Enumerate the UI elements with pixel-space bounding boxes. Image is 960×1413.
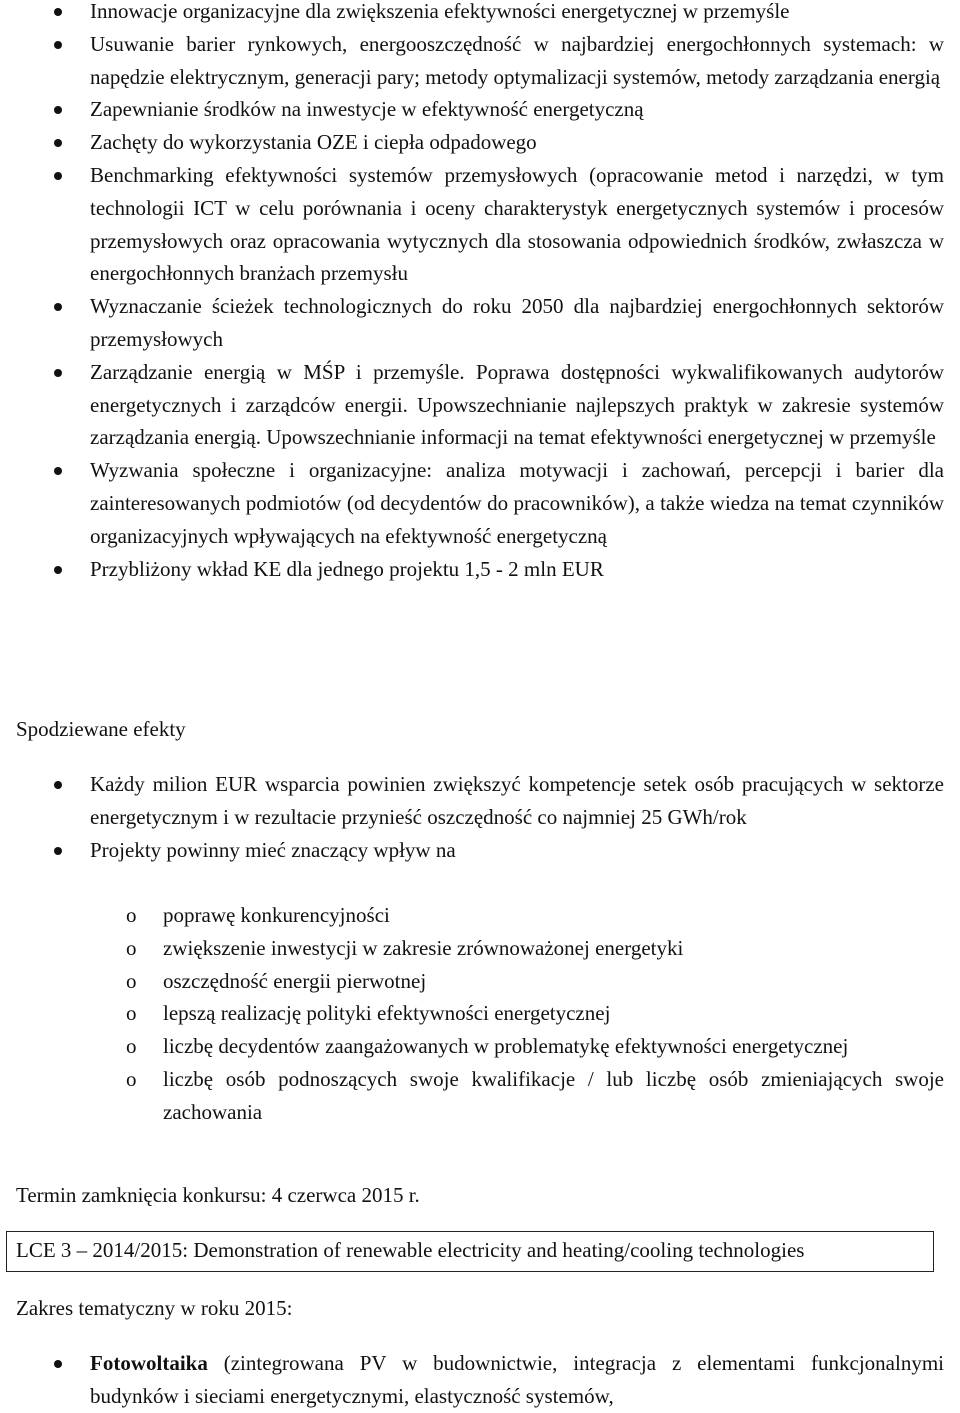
bullet-icon (54, 303, 62, 311)
bullet-icon (54, 8, 62, 16)
list-item: Przybliżony wkład KE dla jednego projektu 1,5 - 2 mln EUR (0, 553, 960, 586)
circle-bullet-icon: o (126, 935, 137, 960)
list-item: Innowacje organizacyjne dla zwiększenia efektywności energetycznej w przemyśle (0, 0, 960, 28)
bullet-icon (54, 781, 62, 789)
effects-sub-list (0, 899, 960, 1129)
sub-list-item: o zwiększenie inwestycji w zakresie zrównoważonej energetyki (0, 932, 960, 965)
bullet-icon (54, 369, 62, 377)
circle-bullet-icon: o (126, 1034, 137, 1059)
sub-list-item: o poprawę konkurencyjności (0, 899, 960, 932)
list-item: Zarządzanie energią w MŚP i przemyśle. Poprawa dostępności wykwalifikowanych audytorów energetycznych i zarządców energii. Upowszechnianie najlepszych praktyk w zakresie systemów zarządzania energią. Upowszechnianie informacji na temat efektywności energetycznej w przemyśle (0, 356, 960, 454)
sub-list-item: o liczbę osób podnoszących swoje kwalifikacje / lub liczbę osób zmieniających swoje zachowania (0, 1063, 960, 1129)
deadline-text: Termin zamknięcia konkursu: 4 czerwca 2015 r. (16, 1183, 420, 1207)
scope-bullet-list (0, 1347, 960, 1413)
top-bullet-list (0, 0, 960, 585)
circle-bullet-icon: o (126, 1001, 137, 1026)
circle-bullet-icon: o (126, 903, 137, 927)
circle-bullet-icon: o (126, 968, 137, 993)
bullet-icon (54, 41, 62, 49)
bullet-icon (54, 139, 62, 147)
list-item: Benchmarking efektywności systemów przemysłowych (opracowanie metod i narzędzi, w tym technologii ICT w celu porównania i oceny charakterystyk energetycznych systemów i procesów przemysłowych oraz opracowania wytycznych dla stosowania odpowiednich środków, zwłaszcza w energochłonnych branżach przemysłu (0, 159, 960, 290)
scope-item-text: (zintegrowana PV w budownictwie, integracja z elementami funkcjonalnymi budynków i sieciami energetycznymi, elastyczność systemów, (90, 1351, 944, 1408)
circle-bullet-icon: o (126, 1066, 137, 1091)
scope-item-bold: Fotowoltaika (90, 1351, 208, 1375)
bullet-icon (54, 172, 62, 180)
bullet-icon (54, 847, 62, 855)
list-item: Zachęty do wykorzystania OZE i ciepła odpadowego (0, 126, 960, 159)
list-item: Wyzwania społeczne i organizacyjne: analiza motywacji i zachowań, percepcji i barier dla zainteresowanych podmiotów (od decydentów do pracowników), a także wiedza na temat czynników organizacyjnych wpływających na efektywność energetyczną (0, 454, 960, 552)
scope-heading: Zakres tematyczny w roku 2015: (16, 1296, 293, 1320)
bullet-icon (54, 566, 62, 574)
effects-bullet-list (0, 768, 960, 866)
list-item: Zapewnianie środków na inwestycje w efektywność energetyczną (0, 93, 960, 126)
sub-list-item: o liczbę decydentów zaangażowanych w problematykę efektywności energetycznej (0, 1030, 960, 1063)
bullet-icon (54, 1360, 62, 1368)
list-item: Wyznaczanie ścieżek technologicznych do roku 2050 dla najbardziej energochłonnych sektorów przemysłowych (0, 290, 960, 356)
sub-list-item: o oszczędność energii pierwotnej (0, 965, 960, 998)
list-item (0, 1347, 960, 1413)
list-item: Usuwanie barier rynkowych, energooszczędność w najbardziej energochłonnych systemach: w napędzie elektrycznym, generacji pary; metody optymalizacji systemów, metody zarządzania energią (0, 28, 960, 94)
sub-list-item: o lepszą realizację polityki efektywności energetycznej (0, 997, 960, 1030)
bullet-icon (54, 106, 62, 114)
expected-effects-heading: Spodziewane efekty (16, 717, 186, 741)
bullet-icon (54, 467, 62, 475)
lce-topic-box: LCE 3 – 2014/2015: Demonstration of renewable electricity and heating/cooling technologies (6, 1231, 934, 1272)
list-item: Każdy milion EUR wsparcia powinien zwiększyć kompetencje setek osób pracujących w sektorze energetycznym i w rezultacie przynieść oszczędność co najmniej 25 GWh/rok (0, 768, 960, 834)
list-item: Projekty powinny mieć znaczący wpływ na (0, 834, 960, 867)
